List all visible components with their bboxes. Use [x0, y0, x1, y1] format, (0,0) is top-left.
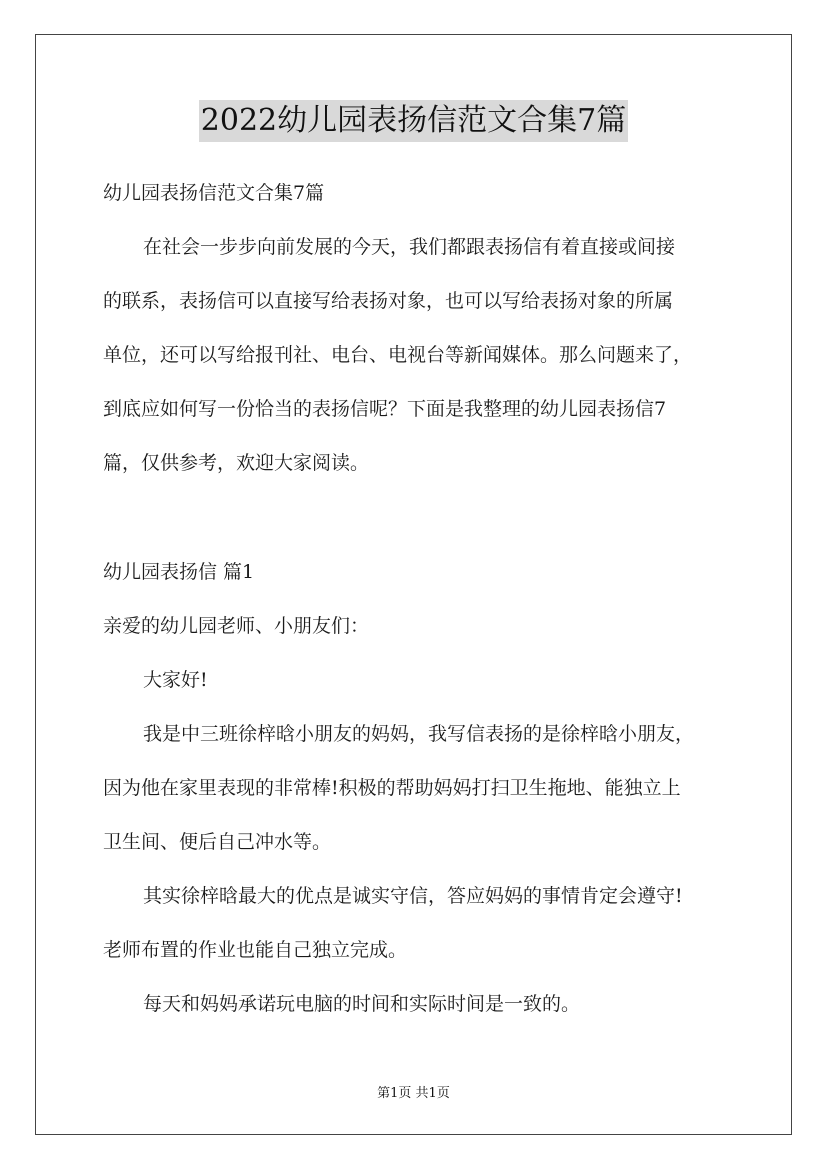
- section-heading-block: [103, 545, 743, 599]
- subtitle-block: [103, 166, 743, 220]
- page-footer: [0, 1082, 827, 1101]
- greeting-block: [103, 653, 743, 707]
- body-paragraph-2: [103, 869, 743, 977]
- intro-line: 到底应如何写一份恰当的表扬信呢？下面是我整理的幼儿园表扬信7: [103, 398, 667, 420]
- body-line: 卫生间、便后自己冲水等。: [103, 831, 332, 853]
- page-number: 第1页 共1页: [377, 1086, 450, 1101]
- body-paragraph-3: [103, 977, 743, 1031]
- body-paragraph-1: [103, 707, 743, 869]
- document-title: 2022幼儿园表扬信范文合集7篇: [199, 100, 628, 142]
- salutation: 亲爱的幼儿园老师、小朋友们：: [103, 615, 370, 637]
- intro-paragraph: [103, 220, 743, 490]
- body-line: 因为他在家里表现的非常棒!积极的帮助妈妈打扫卫生拖地、能独立上: [103, 777, 681, 799]
- intro-line: 的联系，表扬信可以直接写给表扬对象，也可以写给表扬对象的所属: [103, 290, 674, 312]
- body-line: 我是中三班徐梓晗小朋友的妈妈，我写信表扬的是徐梓晗小朋友，: [143, 723, 695, 745]
- greeting: 大家好!: [143, 669, 208, 691]
- body-line: 其实徐梓晗最大的优点是诚实守信，答应妈妈的事情肯定会遵守!: [143, 885, 683, 907]
- salutation-block: [103, 599, 743, 653]
- section-heading: 幼儿园表扬信 篇1: [103, 561, 255, 583]
- intro-line: 在社会一步步向前发展的今天，我们都跟表扬信有着直接或间接: [143, 236, 676, 258]
- body-line: 老师布置的作业也能自己独立完成。: [103, 939, 408, 961]
- intro-line: 单位，还可以写给报刊社、电台、电视台等新闻媒体。那么问题来了，: [103, 344, 693, 366]
- title-container: [0, 100, 827, 142]
- body-line: 每天和妈妈承诺玩电脑的时间和实际时间是一致的。: [143, 993, 581, 1015]
- intro-line: 篇，仅供参考，欢迎大家阅读。: [103, 452, 370, 474]
- document-subtitle: 幼儿园表扬信范文合集7篇: [103, 182, 325, 204]
